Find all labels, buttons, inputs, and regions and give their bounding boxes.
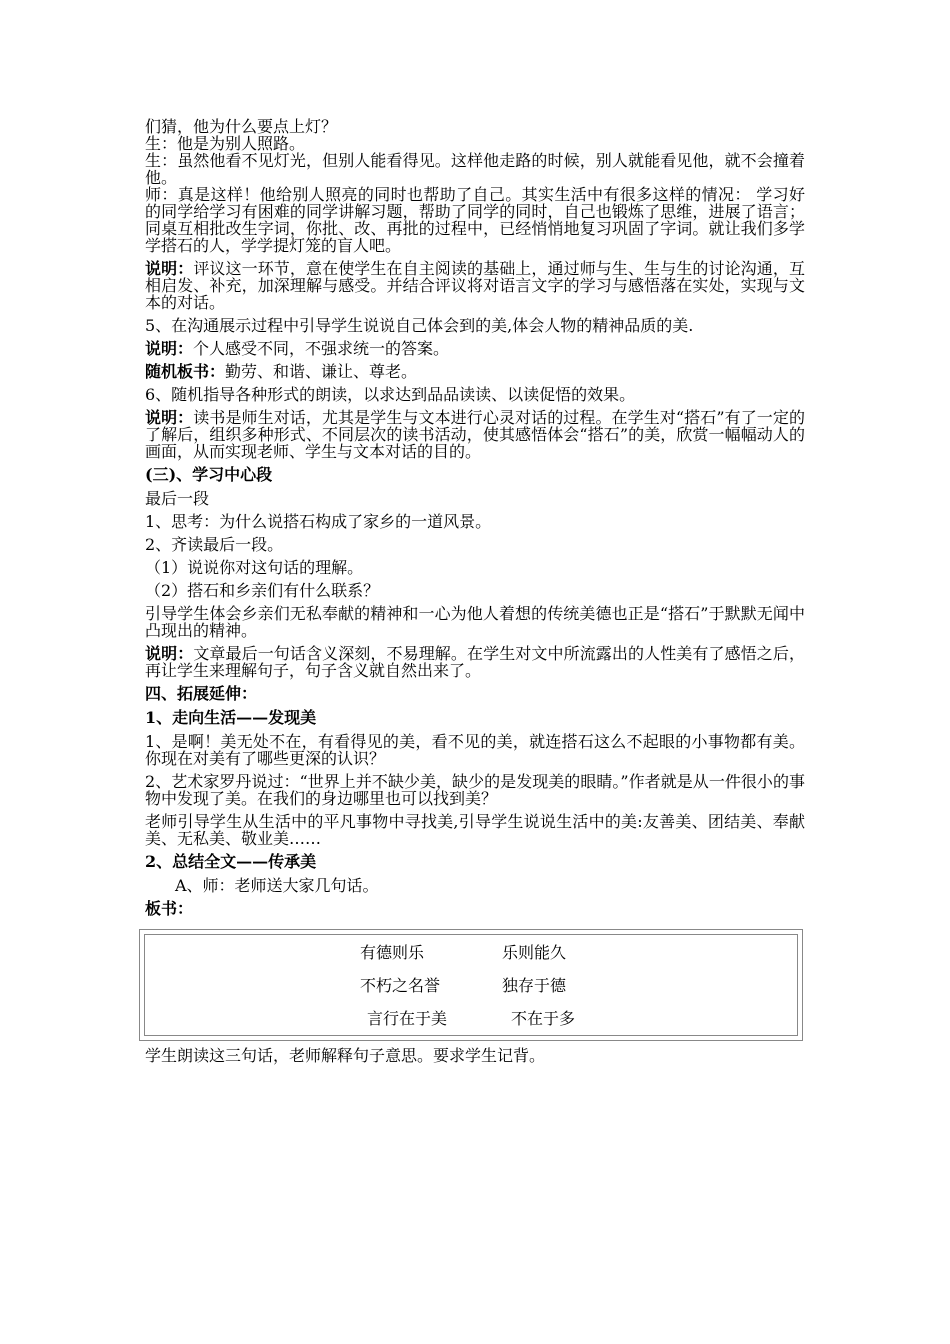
board-writing-paragraph xyxy=(145,363,805,380)
paragraph: （2）搭石和乡亲们有什么联系？ xyxy=(145,581,380,600)
board-line xyxy=(145,1009,797,1029)
board-line xyxy=(145,943,797,963)
section-heading: 四、拓展延伸： xyxy=(145,684,258,703)
paragraph: 生：虽然他看不见灯光，但别人能看得见。这样他走路的时候，别人就能看见他，就不会撞着他。 xyxy=(145,151,805,187)
board-phrase: 言行在于美 xyxy=(367,1009,448,1028)
paragraph: 学生朗读这三句话，老师解释句子意思。要求学生记背。 xyxy=(145,1046,546,1065)
note-label: 说明： xyxy=(145,644,194,663)
note-paragraph xyxy=(145,340,805,357)
document-page xyxy=(145,118,805,1070)
paragraph: 2、艺术家罗丹说过：“世界上并不缺少美，缺少的是发现美的眼睛。”作者就是从一件很小的事物中发现了美。在我们的身边哪里也可以找到美？ xyxy=(145,772,805,808)
note-text: 文章最后一句话含义深刻，不易理解。在学生对文中所流露出的人性美有了感悟之后，再让学生来理解句子，句子含义就自然出来了。 xyxy=(145,644,805,680)
paragraph: 最后一段 xyxy=(145,489,210,508)
board-phrase: 独存于德 xyxy=(502,976,567,995)
section-heading: 2、总结全文——传承美 xyxy=(145,852,317,871)
note-text: 评议这一环节，意在使学生在自主阅读的基础上，通过师与生、生与生的讨论沟通，互相启发、补充，加深理解与感受。并结合评议将对语言文字的学习与感悟落在实处，实现与文本的对话。 xyxy=(145,259,805,312)
paragraph: 5、在沟通展示过程中引导学生说说自己体会到的美,体会人物的精神品质的美. xyxy=(145,316,694,335)
board-phrase: 有德则乐 xyxy=(360,943,425,962)
paragraph: 们猜，他为什么要点上灯？ xyxy=(145,117,338,136)
paragraph: 引导学生体会乡亲们无私奉献的精神和一心为他人着想的传统美德也正是“搭石”于默默无闻中凸现出的精神。 xyxy=(145,604,805,640)
blackboard-box xyxy=(139,929,803,1041)
note-paragraph xyxy=(145,260,805,311)
paragraph: 6、随机指导各种形式的朗读，以求达到品品读读、以读促悟的效果。 xyxy=(145,385,636,404)
paragraph: 师：真是这样！他给别人照亮的同时也帮助了自己。其实生活中有很多这样的情况： 学习好的同学给学习有困难的同学讲解习题，帮助了同学的同时，自己也锻炼了思维，进展了语言；同桌互相批改生字词，你批、改、再批的过程中，已经悄悄地复习巩固了字词。就让我们多学学搭石的人，学学提灯笼的盲人吧。 xyxy=(145,185,805,255)
note-paragraph xyxy=(145,409,805,460)
note-label: 说明： xyxy=(145,339,194,358)
board-phrase: 乐则能久 xyxy=(502,943,567,962)
paragraph: A、师：老师送大家几句话。 xyxy=(175,876,379,895)
paragraph: 2、齐读最后一段。 xyxy=(145,535,284,554)
paragraph: 1、是啊！美无处不在，有看得见的美，看不见的美，就连搭石这么不起眼的小事物都有美。你现在对美有了哪些更深的认识？ xyxy=(145,732,805,768)
note-text: 读书是师生对话，尤其是学生与文本进行心灵对话的过程。在学生对“搭石”有了一定的了解后，组织多种形式、不同层次的读书活动，使其感悟体会“搭石”的美，欣赏一幅幅动人的画面，从而实现老师、学生与文本对话的目的。 xyxy=(145,408,805,461)
note-label: 说明： xyxy=(145,259,194,278)
board-phrase: 不在于多 xyxy=(511,1009,576,1028)
board-label: 随机板书： xyxy=(145,362,226,381)
paragraph: 老师引导学生从生活中的平凡事物中寻找美,引导学生说说生活中的美:友善美、团结美、奉献美、无私美、敬业美…… xyxy=(145,812,805,848)
paragraph: 1、思考：为什么说搭石构成了家乡的一道风景。 xyxy=(145,512,492,531)
blackboard-inner-frame xyxy=(144,934,798,1036)
note-text: 个人感受不同，不强求统一的答案。 xyxy=(193,339,450,358)
paragraph: 生：他是为别人照路。 xyxy=(145,134,306,153)
board-phrase: 不朽之名誉 xyxy=(360,976,441,995)
section-heading: (三)、学习中心段 xyxy=(145,465,273,484)
board-text: 勤劳、和谐、谦让、尊老。 xyxy=(225,362,418,381)
note-paragraph xyxy=(145,645,805,679)
note-label: 说明： xyxy=(145,408,194,427)
section-heading: 1、走向生活——发现美 xyxy=(145,708,317,727)
board-line xyxy=(145,976,797,996)
paragraph: （1）说说你对这句话的理解。 xyxy=(145,558,364,577)
section-heading: 板书： xyxy=(145,899,194,918)
